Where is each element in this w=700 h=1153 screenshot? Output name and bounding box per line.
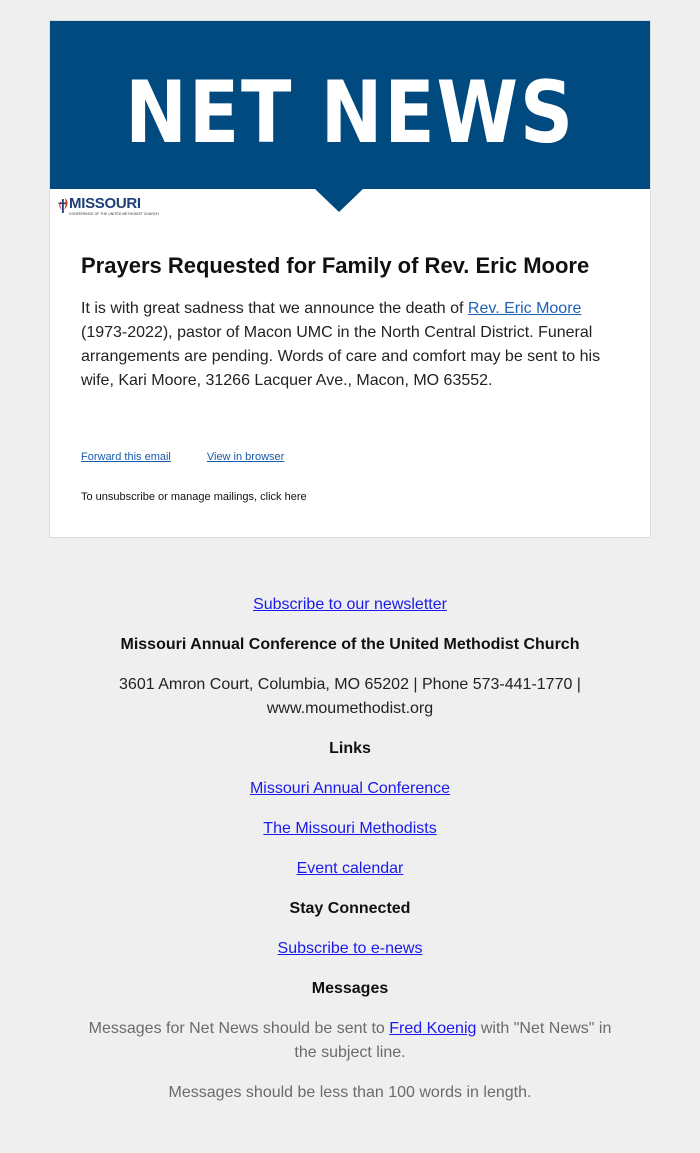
- messages-pre: Messages for Net News should be sent to: [88, 1020, 390, 1037]
- logo-wordmark: MISSOURI: [69, 195, 141, 212]
- banner-notch: [315, 189, 363, 212]
- fred-koenig-link[interactable]: Fred Koenig: [389, 1020, 477, 1037]
- missouri-logo: [56, 195, 159, 219]
- utility-links: [81, 450, 284, 464]
- messages-instructions: [80, 1017, 620, 1065]
- messages-post: with "Net News" in the subject line.: [294, 1020, 612, 1061]
- subscribe-newsletter-link[interactable]: Subscribe to our newsletter: [253, 596, 447, 613]
- subscribe-enews-link[interactable]: Subscribe to e-news: [277, 940, 423, 957]
- org-address: 3601 Amron Court, Columbia, MO 65202 | Phone 573-441-1770 | www.moumethodist.org: [119, 676, 581, 717]
- article-body: [81, 297, 621, 393]
- cross-and-flame-icon: [56, 197, 70, 213]
- forward-email-link[interactable]: Forward this email: [81, 451, 171, 463]
- missouri-annual-conference-link[interactable]: Missouri Annual Conference: [249, 780, 451, 797]
- view-in-browser-link[interactable]: View in browser: [206, 451, 285, 463]
- event-calendar-link[interactable]: Event calendar: [296, 860, 404, 877]
- article-rest: (1973-2022), pastor of Macon UMC in the North Central District. Funeral arrangements are pending. Words of care and comfort may be sent to his wife, Kari Moore, 31266 Lacquer Ave., Macon, MO 63552.: [81, 324, 601, 389]
- messages-heading: Messages: [311, 980, 389, 997]
- length-note: Messages should be less than 100 words in length.: [168, 1084, 532, 1101]
- article-headline: Prayers Requested for Family of Rev. Eric Moore: [81, 253, 590, 278]
- footer: [80, 593, 620, 1121]
- stay-connected-heading: Stay Connected: [289, 900, 411, 917]
- org-name: Missouri Annual Conference of the United Methodist Church: [120, 636, 580, 653]
- newsletter-card: [49, 20, 651, 538]
- banner-title: NET NEWS: [125, 63, 575, 163]
- logo-subtitle: CONFERENCE OF THE UNITED METHODIST CHURCH: [69, 212, 159, 216]
- rev-eric-moore-link[interactable]: Rev. Eric Moore: [467, 300, 582, 317]
- header-banner: [50, 21, 650, 189]
- missouri-methodists-link[interactable]: The Missouri Methodists: [263, 820, 437, 837]
- unsubscribe-text[interactable]: To unsubscribe or manage mailings, click here: [81, 491, 307, 503]
- links-heading: Links: [329, 740, 371, 757]
- article-intro: It is with great sadness that we announce the death of: [81, 300, 468, 317]
